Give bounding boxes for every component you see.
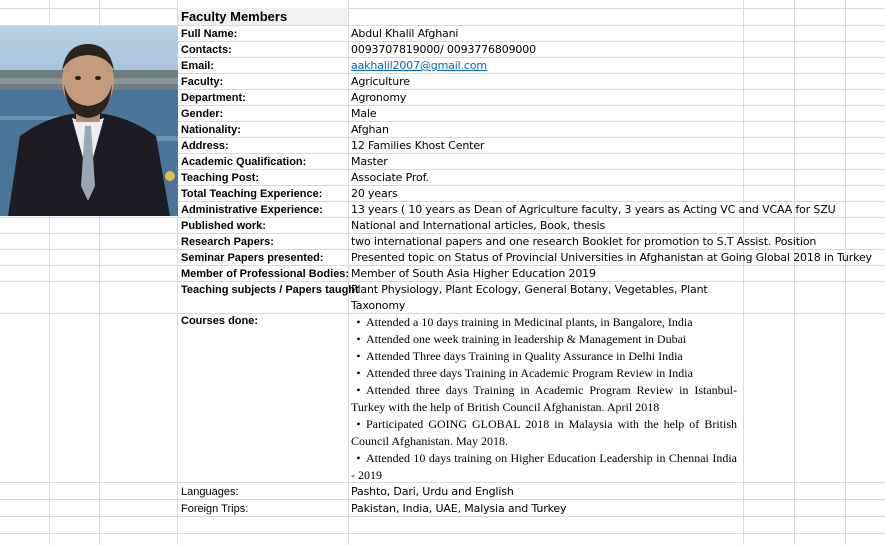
field-value: Member of South Asia Higher Education 2019 (351, 267, 596, 280)
portrait-illustration (0, 26, 178, 216)
field-value: Male (351, 107, 377, 120)
profile-photo (0, 26, 178, 216)
field-label: Contacts: (181, 44, 232, 56)
field-label: Teaching subjects / Papers taught (181, 284, 359, 296)
field-label: Teaching Post: (181, 172, 260, 184)
field-value: 0093707819000/ 0093776809000 (351, 43, 536, 56)
course-text: Attended 10 days training on Higher Education Leadership in Chennai India - 2019 (351, 451, 737, 482)
field-value: Abdul Khalil Afghani (351, 27, 459, 40)
field-value: Presented topic on Status of Provincial Universities in Afghanistan at Going Global 2018 in Turkey (351, 251, 872, 264)
field-label: Seminar Papers presented: (181, 252, 324, 264)
field-value: National and International articles, Book, thesis (351, 219, 606, 232)
field-label: Nationality: (181, 124, 241, 136)
bullet-icon: • (356, 383, 361, 397)
field-label: Member of Professional Bodies: (181, 268, 350, 280)
bullet-icon: • (356, 332, 361, 346)
field-label: Research Papers: (181, 236, 274, 248)
field-label: Email: (181, 60, 215, 72)
course-item (351, 331, 737, 348)
section-title: Faculty Members (178, 8, 348, 25)
course-text: Attended Three days Training in Quality Assurance in Delhi India (366, 349, 683, 363)
field-label: Faculty: (181, 76, 224, 88)
field-label: Published work: (181, 220, 266, 232)
bullet-icon: • (356, 417, 361, 431)
course-text: Attended one week training in leadership & Management in Dubai (366, 332, 687, 346)
field-label: Address: (181, 140, 229, 152)
field-label: Department: (181, 92, 246, 104)
course-item (351, 348, 737, 365)
languages-label: Languages: (181, 486, 239, 498)
field-value: 12 Families Khost Center (351, 139, 485, 152)
course-text: Attended three days Training in Academic Program Review in Istanbul- Turkey with the help of British Council Afghanistan. April 2018 (351, 383, 737, 414)
field-value: Master (351, 155, 388, 168)
foreign-trips-label: Foreign Trips: (181, 503, 249, 515)
email-link-cell[interactable] (351, 58, 487, 74)
courses-label: Courses done: (181, 315, 259, 327)
field-value: Agronomy (351, 91, 407, 104)
field-value: Agriculture (351, 75, 410, 88)
field-value: Associate Prof. (351, 171, 429, 184)
course-item (351, 314, 737, 331)
course-item (351, 382, 737, 416)
course-text: Attended a 10 days training in Medicinal plants, in Bangalore, India (366, 315, 693, 329)
field-label: Full Name: (181, 28, 238, 40)
field-label: Gender: (181, 108, 224, 120)
field-value: Plant Physiology, Plant Ecology, General Botany, Vegetables, Plant Taxonomy (351, 283, 708, 312)
course-item (351, 450, 737, 484)
languages-value: Pashto, Dari, Urdu and English (351, 485, 514, 498)
bullet-icon: • (356, 366, 361, 380)
bullet-icon: • (356, 451, 361, 465)
course-item (351, 416, 737, 450)
field-value: 13 years ( 10 years as Dean of Agriculture faculty, 3 years as Acting VC and VCAA for SZU (351, 203, 836, 216)
course-text: Participated GOING GLOBAL 2018 in Malaysia with the help of British Council Afghanistan. May 2018. (351, 417, 737, 448)
field-label: Administrative Experience: (181, 204, 323, 216)
field-value: 20 years (351, 187, 398, 200)
bullet-icon: • (356, 315, 361, 329)
foreign-trips-value: Pakistan, India, UAE, Malysia and Turkey (351, 502, 567, 515)
email-link[interactable]: aakhalil2007@gmail.com (351, 59, 487, 72)
field-value: two international papers and one research Booklet for promotion to S.T Assist. Position (351, 235, 817, 248)
course-item (351, 365, 737, 382)
course-text: Attended three days Training in Academic Program Review in India (366, 366, 693, 380)
field-value: Afghan (351, 123, 389, 136)
field-label: Total Teaching Experience: (181, 188, 323, 200)
field-label: Academic Qualification: (181, 156, 307, 168)
bullet-icon: • (356, 349, 361, 363)
